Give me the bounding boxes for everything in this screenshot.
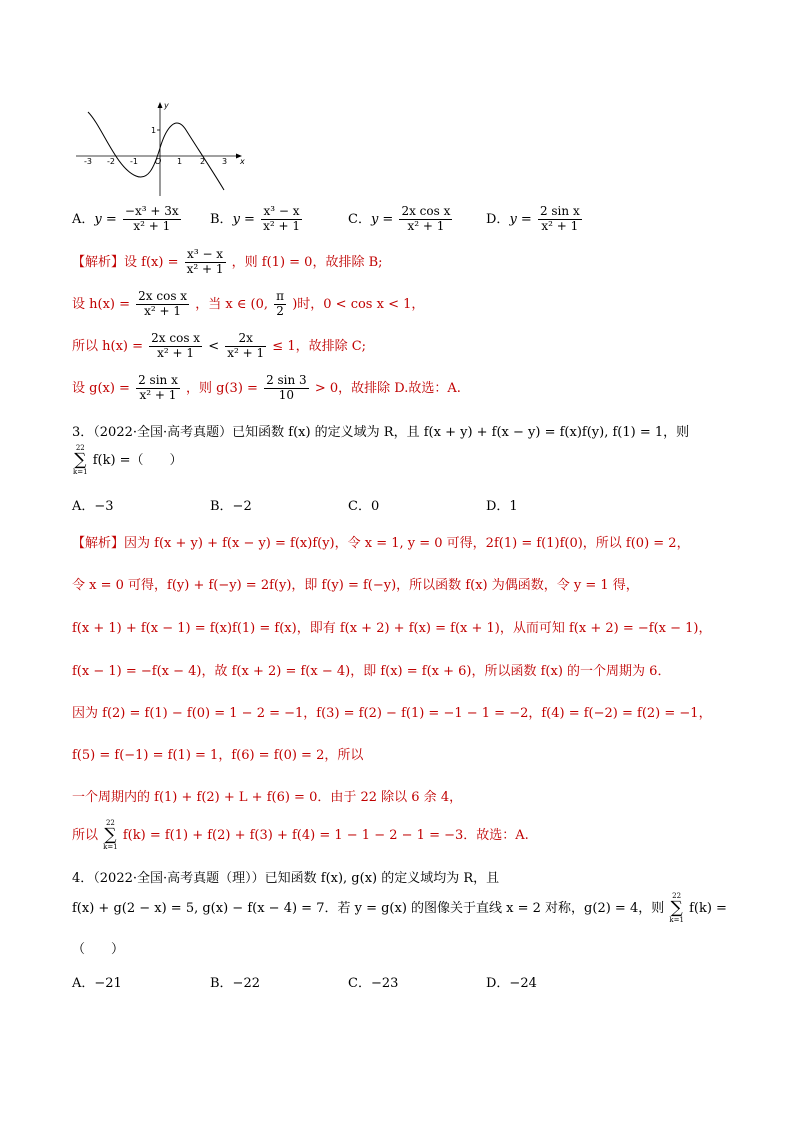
x-tick-1: 1 [177, 157, 183, 166]
q2-analysis-line4: 设 g(x) = $\frac{\text{2 sin x}}{\text{x² + 1}}$ ，则 g(3) = $\frac{2 \sin 3}{10}$ > 0，故排除 D.故选：A. [72, 373, 461, 402]
x-axis-label: x [240, 157, 245, 166]
q4-stem-line2: f(x) + g(2 − x) = 5, g(x) − f(x − 4) = 7．若 y = g(x) 的图像关于直线 x = 2 对称，g(2) = 4，则 22 ∑ k=1 f(k) = [72, 892, 727, 924]
q3-analysis-line1: 【解析】因为 f(x + y) + f(x − y) = f(x)f(y)，令 x = 1, y = 0 可得，2f(1) = f(1)f(0)，所以 f(0) = 2， [72, 536, 690, 551]
q2-analysis-line3: 所以 h(x) = $\frac{\text{2x cos x}}{\text{x² + 1}}$ < $\frac{2x}{\text{x² + 1}}$ ≤ 1，故排除 C; [72, 331, 367, 360]
y-tick-1: 1 [151, 126, 157, 135]
q4-option-d: D．−24 [486, 976, 537, 991]
x-tick--1: -1 [130, 157, 138, 166]
q3-option-b: B．−2 [210, 499, 252, 514]
q2-analysis-line2: 设 h(x) = $\frac{\text{2x cos x}}{\text{x² + 1}}$ ，当 x ∈ (0, $\frac{\pi}{2}$ )时，0 < cos x < 1， [72, 289, 425, 318]
q4-option-b: B．−22 [210, 976, 260, 991]
q3-analysis-line5: 因为 f(2) = f(1) − f(0) = 1 − 2 = −1，f(3) = f(2) − f(1) = −1 − 1 = −2，f(4) = f(−2) = f(2) = −1， [72, 706, 712, 721]
origin-label: O [155, 157, 162, 166]
x-tick-2: 2 [200, 157, 206, 166]
q3-option-c: C．0 [348, 499, 380, 514]
x-tick-3: 3 [222, 157, 228, 166]
q4-stem-line1: 4．（2022·全国·高考真题（理））已知函数 f(x), g(x) 的定义域均为 R，且 [72, 871, 500, 886]
x-tick--2: -2 [107, 157, 115, 166]
q2-option-c: C．y = $\frac{\text{2x cos x}}{\text{x² + 1}}$ [348, 204, 451, 233]
q2-option-d: D．y = $\frac{\text{2 sin x}}{\text{x² + 1}}$ [486, 204, 580, 233]
q4-stem-line3: （ ） [72, 942, 125, 957]
q3-option-a: A．−3 [72, 499, 114, 514]
q4-option-a: A．−21 [72, 976, 122, 991]
q4-option-c: C．−23 [348, 976, 399, 991]
q3-analysis-line7: 一个周期内的 f(1) + f(2) + L + f(6) = 0．由于 22 除以 6 余 4， [72, 790, 463, 805]
q3-stem-sum: 22 ∑ k=1 f(k) =（ ） [73, 444, 183, 476]
q3-analysis-line4: f(x − 1) = −f(x − 4)，故 f(x + 2) = f(x − 4)，即 f(x) = f(x + 6)，所以函数 f(x) 的一个周期为 6． [72, 664, 671, 679]
q3-analysis-line6: f(5) = f(−1) = f(1) = 1，f(6) = f(0) = 2，所以 [72, 748, 364, 763]
q2-option-a: A．y = $\frac{\text{−x³ + 3x}}{\text{x² + 1}}$ [72, 204, 179, 233]
q2-option-b: B．y = $\frac{\text{x³ − x}}{\text{x² + 1}}$ [210, 204, 300, 233]
y-axis-arrow [158, 102, 163, 108]
x-tick--3: -3 [84, 157, 92, 166]
q2-analysis-line1: 【解析】设 f(x) = $\frac{\text{x³ − x}}{\text{x² + 1}}$ ，则 f(1) = 0，故排除 B; [72, 247, 383, 276]
q3-analysis-line2: 令 x = 0 可得，f(y) + f(−y) = 2f(y)，即 f(y) = f(−y)，所以函数 f(x) 为偶函数，令 y = 1 得， [72, 578, 639, 593]
function-graph [72, 98, 252, 198]
y-axis-label: y [164, 101, 169, 110]
curve [88, 112, 224, 190]
q3-analysis-line3: f(x + 1) + f(x − 1) = f(x)f(1) = f(x)，即有 f(x + 2) + f(x) = f(x + 1)，从而可知 f(x + 2) = −f(x − 1)， [72, 621, 712, 636]
q3-analysis-line8: 所以 22 ∑ k=1 f(k) = f(1) + f(2) + f(3) + f(4) = 1 − 1 − 2 − 1 = −3．故选：A. [72, 819, 529, 851]
q3-option-d: D．1 [486, 499, 518, 514]
q3-stem: 3．（2022·全国·高考真题）已知函数 f(x) 的定义域为 R，且 f(x + y) + f(x − y) = f(x)f(y), f(1) = 1，则 [72, 425, 690, 440]
